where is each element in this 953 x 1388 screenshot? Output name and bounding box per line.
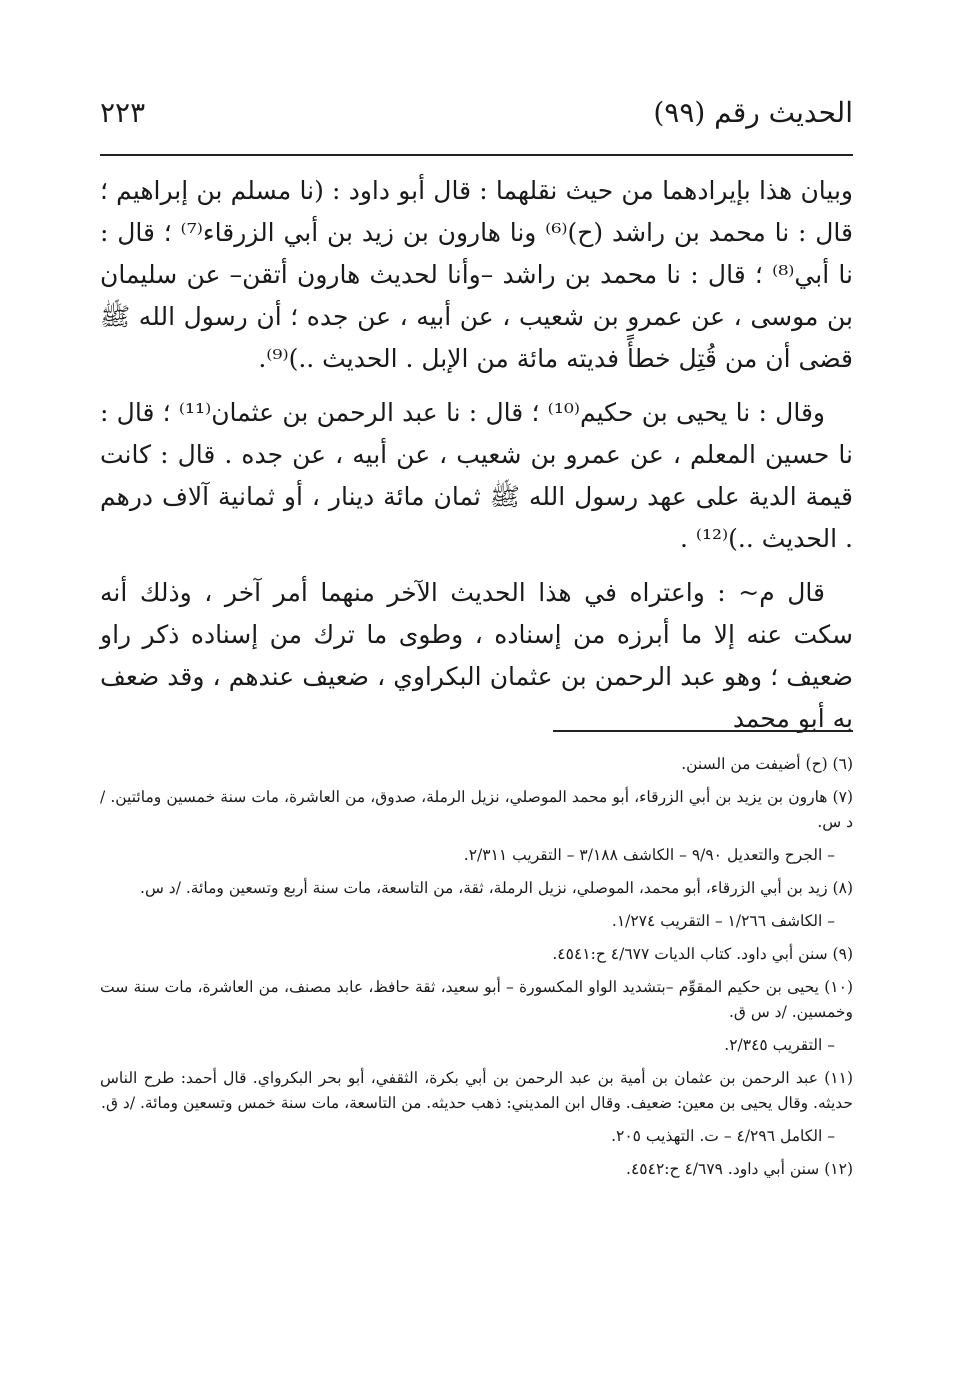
- footnote-12: (١٢) سنن أبي داود. ٤/٦٧٩ ح:٤٥٤٢.: [626, 1160, 853, 1178]
- paragraph-2: وقال : نا يحيى بن حكيم⁽¹⁰⁾ ؛ قال : نا عبد الرحمن بن عثمان⁽¹¹⁾ ؛ قال : نا حسين المعلم ، عن عمرو بن شعيب ، عن أبيه ، عن جده . قال : كانت قيمة الدية على عهد رسول الله ﷺ ثمان مائة دينار ، أو ثمانية آلاف درهم . الحديث ..)⁽¹²⁾ .: [100, 398, 853, 553]
- footnote-7: (٧) هارون بن يزيد بن أبي الزرقاء، أبو محمد الموصلي، نزيل الرملة، صدوق، من العاشرة، مات سنة خمسين ومائتين. /د س.: [100, 788, 853, 831]
- footnote-10-sources: – التقريب ٢/٣٤٥.: [724, 1036, 835, 1054]
- footnote-9: (٩) سنن أبي داود. كتاب الديات ٤/٦٧٧ ح:٤٥٤١.: [552, 945, 853, 963]
- footnote-11: (١١) عبد الرحمن بن عثمان بن أمية بن عبد الرحمن بن أبي بكرة، الثقفي، أبو بحر البكرواي. قال أحمد: طرح الناس حديثه. وقال يحيى بن معين: ضعيف. وقال ابن المديني: ذهب حديثه. من التاسعة، مات سنة خمس وتسعين ومائة. /د ق.: [100, 1069, 853, 1112]
- footnote-11-sources: – الكامل ٤/٢٩٦ – ت. التهذيب ٢٠٥.: [611, 1127, 835, 1145]
- footnotes: [100, 752, 853, 1190]
- footnote-10: (١٠) يحيى بن حكيم المقوِّم –بتشديد الواو المكسورة – أبو سعيد، ثقة حافظ، عابد مصنف، من العاشرة، مات سنة ست وخمسين. /د س ق.: [100, 978, 853, 1021]
- main-text: [100, 170, 853, 752]
- paragraph-1: وبيان هذا بإيرادهما من حيث نقلهما : قال أبو داود : (نا مسلم بن إبراهيم ؛ قال : نا محمد بن راشد (ح)⁽⁶⁾ ونا هارون بن زيد بن أبي الزرقاء⁽⁷⁾ ؛ قال : نا أبي⁽⁸⁾ ؛ قال : نا محمد بن راشد –وأنا لحديث هارون أتقن– عن سليمان بن موسى ، عن عمرو بن شعيب ، عن أبيه ، عن جده ؛ أن رسول الله ﷺ قضى أن من قُتِل خطأً فديته مائة من الإبل . الحديث ..)⁽⁹⁾.: [100, 176, 853, 373]
- footnote-separator: [553, 730, 853, 732]
- paragraph-3: قال م~ : واعتراه في هذا الحديث الآخر منهما أمر آخر ، وذلك أنه سكت عنه إلا ما أبرزه من إسناده ، وطوى ما ترك من إسناده ذكر راو ضعيف ؛ وهو عبد الرحمن بن عثمان البكراوي ، ضعيف عندهم ، وقد ضعف به أبو محمد: [100, 578, 853, 733]
- footnote-7-sources: – الجرح والتعديل ٩/٩٠ – الكاشف ٣/١٨٨ – التقريب ٢/٣١١.: [463, 846, 835, 864]
- page-number: ٢٢٣: [100, 96, 146, 129]
- footnote-6: (٦) (ح) أضيفت من السنن.: [681, 755, 853, 773]
- running-title: الحديث رقم (٩٩): [653, 96, 853, 129]
- footnote-8-sources: – الكاشف ١/٢٦٦ – التقريب ١/٢٧٤.: [611, 912, 835, 930]
- page-header: [100, 96, 853, 156]
- footnote-8: (٨) زيد بن أبي الزرقاء، أبو محمد، الموصلي، نزيل الرملة، ثقة، من التاسعة، مات سنة أربع وتسعين ومائة. /د س.: [140, 879, 853, 897]
